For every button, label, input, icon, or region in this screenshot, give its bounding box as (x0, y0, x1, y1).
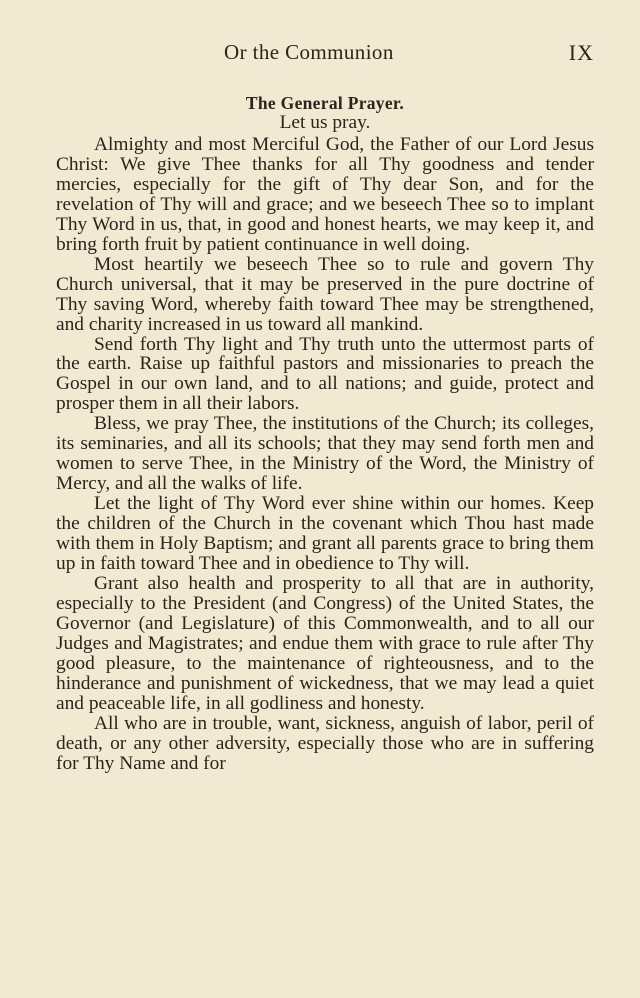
prayer-text (56, 90, 594, 774)
paragraph-missions: Send forth Thy light and Thy truth unto the uttermost parts of the earth. Raise up faithful pastors and missionaries to preach the Gospel in our own land, and to all nations; and guide, protect and prosper them in all their labors. (56, 333, 594, 415)
prayer-heading: The General Prayer. (245, 93, 405, 113)
paragraph-authorities: Grant also health and prosperity to all that are in authority, especially to the President (and Congress) of the United States, the Governor (and Legislature) of this Commonwealth, and to all our Judges and Magistrates; and endue them with grace to rule after Thy good pleasure, to the maintenance of righteousness, and to the hinderance and punishment of wickedness, that we may lead a quiet and peaceable life, in all godliness and honesty. (56, 572, 594, 714)
running-head-title: Or the Communion (224, 40, 394, 64)
running-head (0, 40, 640, 66)
paragraph-homes: Let the light of Thy Word ever shine within our homes. Keep the children of the Church in the covenant which Thou hast made with them in Holy Baptism; and grant all parents grace to bring them up in faith toward Thee and in obedience to Thy will. (56, 493, 594, 575)
paragraph-church-universal: Most heartily we beseech Thee so to rule and govern Thy Church universal, that it may be preserved in the pure doctrine of Thy saving Word, whereby faith toward Thee may be strengthened, and charity increased in us toward all mankind. (56, 253, 594, 335)
page-number: IX (568, 40, 594, 65)
paragraph-institutions: Bless, we pray Thee, the institutions of the Church; its colleges, its seminaries, and all its schools; that they may send forth men and women to serve Thee, in the Ministry of the Word, the Ministry of Mercy, and all the walks of life. (56, 413, 594, 495)
paragraph-the-afflicted: All who are in trouble, want, sickness, anguish of labor, peril of death, or any other adversity, especially those who are in suffering for Thy Name and for (56, 712, 594, 774)
paragraph-thanksgiving: Almighty and most Merciful God, the Father of our Lord Jesus Christ: We give Thee thanks for all Thy goodness and tender mercies, especially for the gift of Thy dear Son, and for the revelation of Thy will and grace; and we beseech Thee so to implant Thy Word in us, that, in good and honest hearts, we may keep it, and bring forth fruit by patient continuance in well doing. (56, 134, 594, 255)
prayer-invitation: Let us pray. (279, 112, 371, 133)
